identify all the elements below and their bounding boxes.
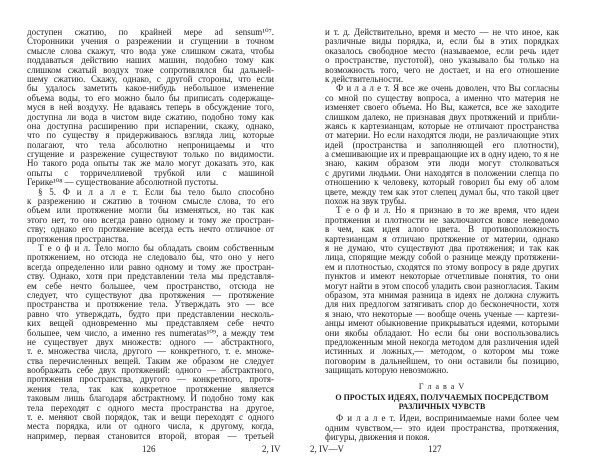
page-number-left: 126 [142,444,156,454]
text-line: слишком сжатый воздух тоже сопротивлялся бы дальней- [27,64,274,75]
text-line: от материи. Но если находятся люди, не различающие этих [325,130,559,141]
text-line: одним чувством,— это идеи пространства, протяжения, [325,422,559,433]
text-line: ству. Однако, хотя при представлении тела мы представля- [27,271,274,282]
text-line: я не думаю, что существуют два протяжения; и так как [325,242,559,253]
text-line: предложенным мной некогда методом для различения идей [325,336,559,347]
paragraph [325,84,559,206]
text-line: Сторонники учения о разрежении и сгущении в точном [27,36,274,47]
paragraph [27,28,274,188]
text-line: оказалось свободное место (называемое, если речь идет [325,45,559,56]
chapter-title-line: О ПРОСТЫХ ИДЕЯХ, ПОЛУЧАЕМЫХ ПОСРЕДСТВОМ [335,393,549,403]
text-line: Но такого рода опыты так же мало могут доказать это, как [27,158,274,169]
text-line: Т е о ф и л. Но я признаю в то же время, что идеи [336,205,559,216]
chapter-label: Г л а в а V [418,382,466,392]
text-line: образом, эта мнимая разница в идеях не должна служить [325,289,559,300]
text-line: для них предлогом затягивать спор до бесконечности, хотя [325,299,559,310]
text-line: знаю, каким образом эти люди могут столковаться [325,158,559,169]
text-line: жаясь к картезианцам, которые не отличают пространства [325,120,559,131]
text-line: ству; однако его протяжение всегда есть нечто отличное от [27,224,274,235]
text-line: бы удалось заметить какое-нибудь небольшое изменение [27,83,274,94]
text-line: всегда определенно или равно одному и тому же простран- [27,261,274,272]
text-line: опыты с торричеллиевой трубкой или с машиной [27,167,274,178]
signature-left: 2, IV [262,444,281,454]
signature-right: 2, IV—V [310,444,344,454]
text-line: могут найти в этом способ уладить свои разногласия. Таким [325,280,559,291]
text-line: поговорим в дальнейшем, то они оставили бы позицию, [325,355,559,366]
text-line: объема воды, то его можно было бы приписать содержаще- [27,92,274,103]
right-body [325,28,559,375]
text-line: о пространстве, пустотой), оно указывало бы только на [325,55,559,66]
text-line: они якобы обладают. Но если бы они воспользовались [325,327,559,338]
paragraph [27,244,274,441]
text-line: к разрежению и сжатию в точном смысле слова, то его [27,196,274,207]
text-line: а смешивающие их и превращающие их в одну идею, то я не [325,149,559,160]
text-line: следует, что существуют два протяжения — протяжение [27,289,274,300]
text-line: пространства и протяжение тела. Утверждать это — все [27,299,274,310]
page-number-right: 127 [428,444,442,454]
text-line: т. е. множества числа, другого — конкретного, т. е. множе- [27,346,274,357]
text-line: похож на звук трубы. [325,196,407,207]
text-line: сгущение и разрежение существуют только по видимости. [27,149,274,160]
text-line: фигуры, движения и покоя. [325,432,430,443]
text-line: Т е о ф и л. Тело могло бы обладать своим собственным [38,242,274,253]
left-page [27,28,274,441]
text-line: изменяет своего объема. Но Вы, кажется, все же заходите [325,102,559,113]
text-line: картезианцам я отличаю протяжение от материи, однако [325,233,559,244]
text-line: лица, спорящие между собой о разнице между протяжени- [325,252,559,263]
text-line: ем и плотностью, сходятся по этому вопросу в ряде других [325,261,559,272]
text-line: смысле слова скажут, что вода уже слишком сжата, чтобы [27,45,274,56]
text-line: протяжения пространства, другого — конкретного, протя- [27,374,274,385]
text-line: идей (пространства и заполняющей его плотности), [325,139,559,150]
text-line: и т. д. Действительно, время и место — не что иное, как [325,27,559,37]
text-line: ких вещей одновременно мы представляем себе нечто [27,318,274,329]
chapter-title-line: РАЗЛИЧНЫХ ЧУВСТВ [398,402,486,412]
text-line: не существует двух множеств: одного — абстрактного, [27,336,274,347]
text-line: возможность того, чего не достает, и на его отношение [325,64,559,75]
text-line: цвете, между тем как этот слепец думал бы, что такой цвет [325,186,559,197]
text-line: воображать себе двух протяжений: одного — абстрактного, [27,365,274,376]
text-line: отношению к человеку, который говорил бы ему об алом [325,177,559,188]
text-line: я знаю, что некоторые — вообще очень ученые — картези- [325,308,559,319]
paragraph [27,188,274,244]
text-line: с другими людьми. Они находятся в положении слепца по [325,167,559,178]
text-line: Герике¹⁰⁸ — существование абсолютной пустоты. [27,177,219,188]
text-line: полагают, что тела абсолютно непроницаемы и что [27,139,274,150]
text-line: в чем, как идея алого цвета. В противоположность [325,224,559,235]
text-line: защищать которую невозможно. [325,365,449,376]
text-line: тела переходят с одного места пространства на другое, [27,402,274,413]
text-line: пунктов и имеют некоторые отчетливые понятия, то они [325,271,559,282]
text-line: поддаваться действию наших машин, подобно тому как [27,55,274,66]
text-line: места порядка, или от одного числа, к другому, когда, [27,421,274,432]
text-line: равно что утверждать, будто при представлении несколь- [27,308,274,319]
paragraph [325,414,559,442]
text-line: протяжением, но отсюда не следовало бы, что оно у него [27,252,274,263]
text-line: ем себе нечто большее, чем пространство, отсюда не [27,280,274,291]
text-line: к действительности. [325,73,404,84]
text-line: т. е. меняют свой порядок, так и вещи переходят с одного [27,412,274,423]
text-line: различные виды порядка, и, если бы в этих порядках [325,36,559,47]
text-line: например, первая становится второй, вторая — третьей [27,430,274,441]
text-line: протяжения и плотности не заключаются вовсе неведомо [325,214,559,225]
text-line: доступна ли вода в чистом виде сжатию, подобно тому как [27,111,274,122]
right-page [325,28,559,443]
text-line: муся в ней воздуху. Не вдаваясь теперь в обсуждение того, [27,102,274,113]
text-line: анцы имеют обыкновение прикрываться идеями, которыми [325,318,559,329]
text-line: что по существу я придерживаюсь взгляда лиц, которые [27,130,274,141]
text-line: шему сжатию. Скажу, однако, с другой стороны, что если [27,73,274,84]
text-line: слишком далеко, не признавая двух протяжений и прибли- [325,111,559,122]
text-line: Ф и л а л е т. Идеи, воспринимаемые нами более чем [336,413,559,424]
paragraph [325,28,559,84]
text-line: протяжения пространства. [27,233,129,244]
right-after-chapter [325,414,559,442]
text-line: объем или протяжение могли бы изменяться, но так как [27,205,274,216]
text-line: таковым лишь благодаря абстрактному. И подобно тому как [27,393,274,404]
text-line: большее, чем число, а именно res numeratas¹⁰⁹, а между тем [27,327,274,338]
text-line: со мной по существу вопроса, а именно что материя не [325,92,559,103]
text-line: Ф и л а л е т. Я все же очень доволен, что Вы согласны [336,83,559,94]
text-line: § 5. Ф и л а л е т. Если бы тело было способно [38,186,274,197]
paragraph [325,206,559,375]
text-line: доступен сжатию, по крайней мере ad sensum¹⁰⁷. [27,27,274,37]
text-line: этого нет, то оно всегда равно одному и тому же простран- [27,214,274,225]
text-line: ства перечисленных вещей. Таким же образом не следует [27,355,274,366]
text-line: она доступна расширению при испарении, скажу, однако, [27,120,274,131]
text-line: истинных и ложных,— методом, о котором мы тоже [325,346,559,357]
text-line: жения тела, так как конкретное протяжение является [27,383,274,394]
